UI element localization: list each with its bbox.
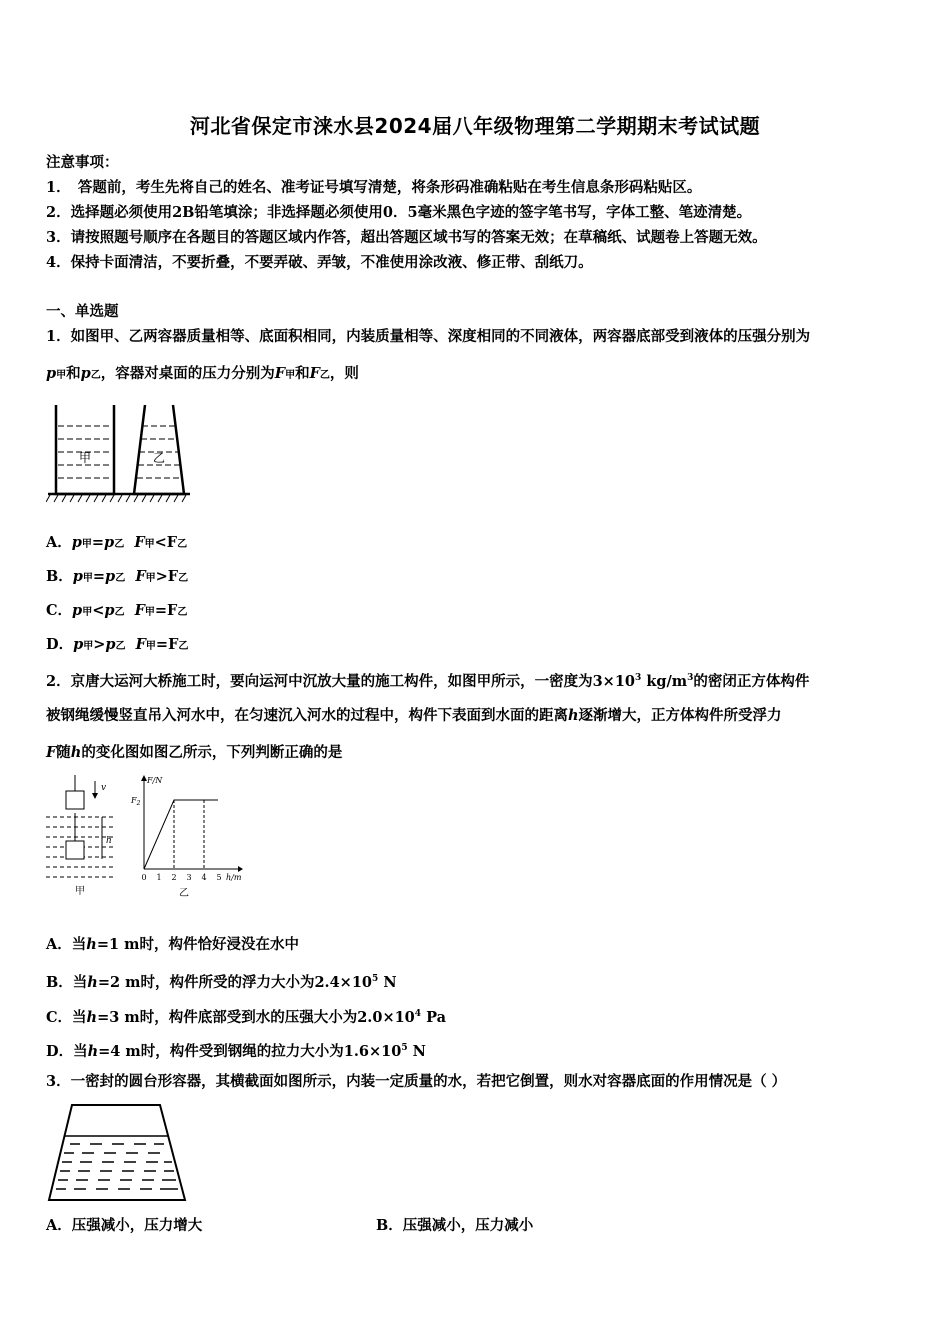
q2-stem-line2: 被钢绳缓慢竖直吊入河水中，在匀速沉入河水的过程中，构件下表面到水面的距离h逐渐增大，正方体构件所受浮力 <box>46 707 782 724</box>
q1-option-d[interactable]: D．p甲>p乙 F甲=F乙 <box>46 636 189 653</box>
q2-figure-yi <box>128 773 244 901</box>
q2-graph-tick-3: 3 <box>186 873 192 882</box>
q2-jia-h-label: h <box>106 836 112 846</box>
q3-stem: 3．一密封的圆台形容器，其横截面如图所示，内装一定质量的水，若把它倒置，则水对容器底面的作用情况是（ ） <box>46 1073 787 1090</box>
q2-graph-tick-4: 4 <box>201 873 207 882</box>
section-heading: 一、单选题 <box>46 303 119 320</box>
q2-jia-v-label: v <box>101 783 107 793</box>
notice-heading: 注意事项： <box>46 154 119 171</box>
q1-option-c[interactable]: C．p甲<p乙 F甲=F乙 <box>46 602 188 619</box>
q1-label-yi: 乙 <box>152 451 166 465</box>
q2-stem-line1: 2．京唐大运河大桥施工时，要向运河中沉放大量的施工构件，如图甲所示，一密度为$3\times 10^3$ $kg/m^3$的密闭正方体构件 <box>46 672 810 690</box>
q1-option-a[interactable]: A．p甲=p乙 F甲<F乙 <box>46 534 188 551</box>
q2-option-d[interactable]: D．当h=4 m时，构件受到钢绳的拉力大小为$1.6\times 10^5$ N <box>46 1042 426 1060</box>
q2-yi-caption: 乙 <box>179 888 189 899</box>
notice-item-3: 3．请按照题号顺序在各题目的答题区域内作答，超出答题区域书写的答案无效；在草稿纸、试题卷上答题无效。 <box>46 229 767 246</box>
notice-item-4: 4．保持卡面清洁，不要折叠，不要弄破、弄皱，不准使用涂改液、修正带、刮纸刀。 <box>46 254 593 271</box>
q1-label-jia: 甲 <box>78 451 92 465</box>
q3-option-a[interactable]: A．压强减小，压力增大 <box>46 1217 203 1234</box>
q3-frustum-figure <box>46 1102 188 1204</box>
notice-item-2: 2．选择题必须使用2B铅笔填涂；非选择题必须使用0．5毫米黑色字迹的签字笔书写，字体工整、笔迹清楚。 <box>46 204 752 221</box>
q2-graph-tick-5: 5 <box>216 873 222 882</box>
q2-figure-jia <box>44 775 124 900</box>
q2-graph-tick-1: 1 <box>156 873 162 882</box>
q2-option-b[interactable]: B．当h=2 m时，构件所受的浮力大小为$2.4\times 10^5$ N <box>46 973 397 991</box>
q1-option-b[interactable]: B．p甲=p乙 F甲>F乙 <box>46 568 189 585</box>
notice-item-1: 1． 答题前，考生先将自己的姓名、准考证号填写清楚，将条形码准确粘贴在考生信息条形码粘贴区。 <box>46 179 702 196</box>
q2-graph-tick-0: 0 <box>141 873 147 882</box>
q2-option-c[interactable]: C．当h=3 m时，构件底部受到水的压强大小为$2.0\times 10^4$ Pa <box>46 1008 447 1026</box>
q2-graph-tick-2: 2 <box>171 873 177 882</box>
q1-stem-line2: p甲和p乙，容器对桌面的压力分别为F甲和F乙，则 <box>46 365 359 382</box>
q3-option-b[interactable]: B．压强减小，压力减小 <box>376 1217 534 1234</box>
q2-option-a[interactable]: A．当h=1 m时，构件恰好浸没在水中 <box>46 936 299 953</box>
q2-graph-x-label: h/m <box>226 873 242 882</box>
q2-stem-line3: F随h的变化图如图乙所示，下列判断正确的是 <box>46 744 343 761</box>
exam-title: 河北省保定市涞水县2024届八年级物理第二学期期末考试试题 <box>189 114 761 138</box>
q2-jia-caption: 甲 <box>75 886 85 897</box>
q1-stem-line1: 1．如图甲、乙两容器质量相等、底面积相同，内装质量相等、深度相同的不同液体，两容器底部受到液体的压强分别为 <box>46 328 811 345</box>
q1-containers-figure <box>46 402 196 506</box>
q2-graph-curve <box>144 800 218 869</box>
q2-graph-f2-label: $F_2$ <box>131 796 141 807</box>
q2-graph-y-label: F/N <box>147 776 163 785</box>
